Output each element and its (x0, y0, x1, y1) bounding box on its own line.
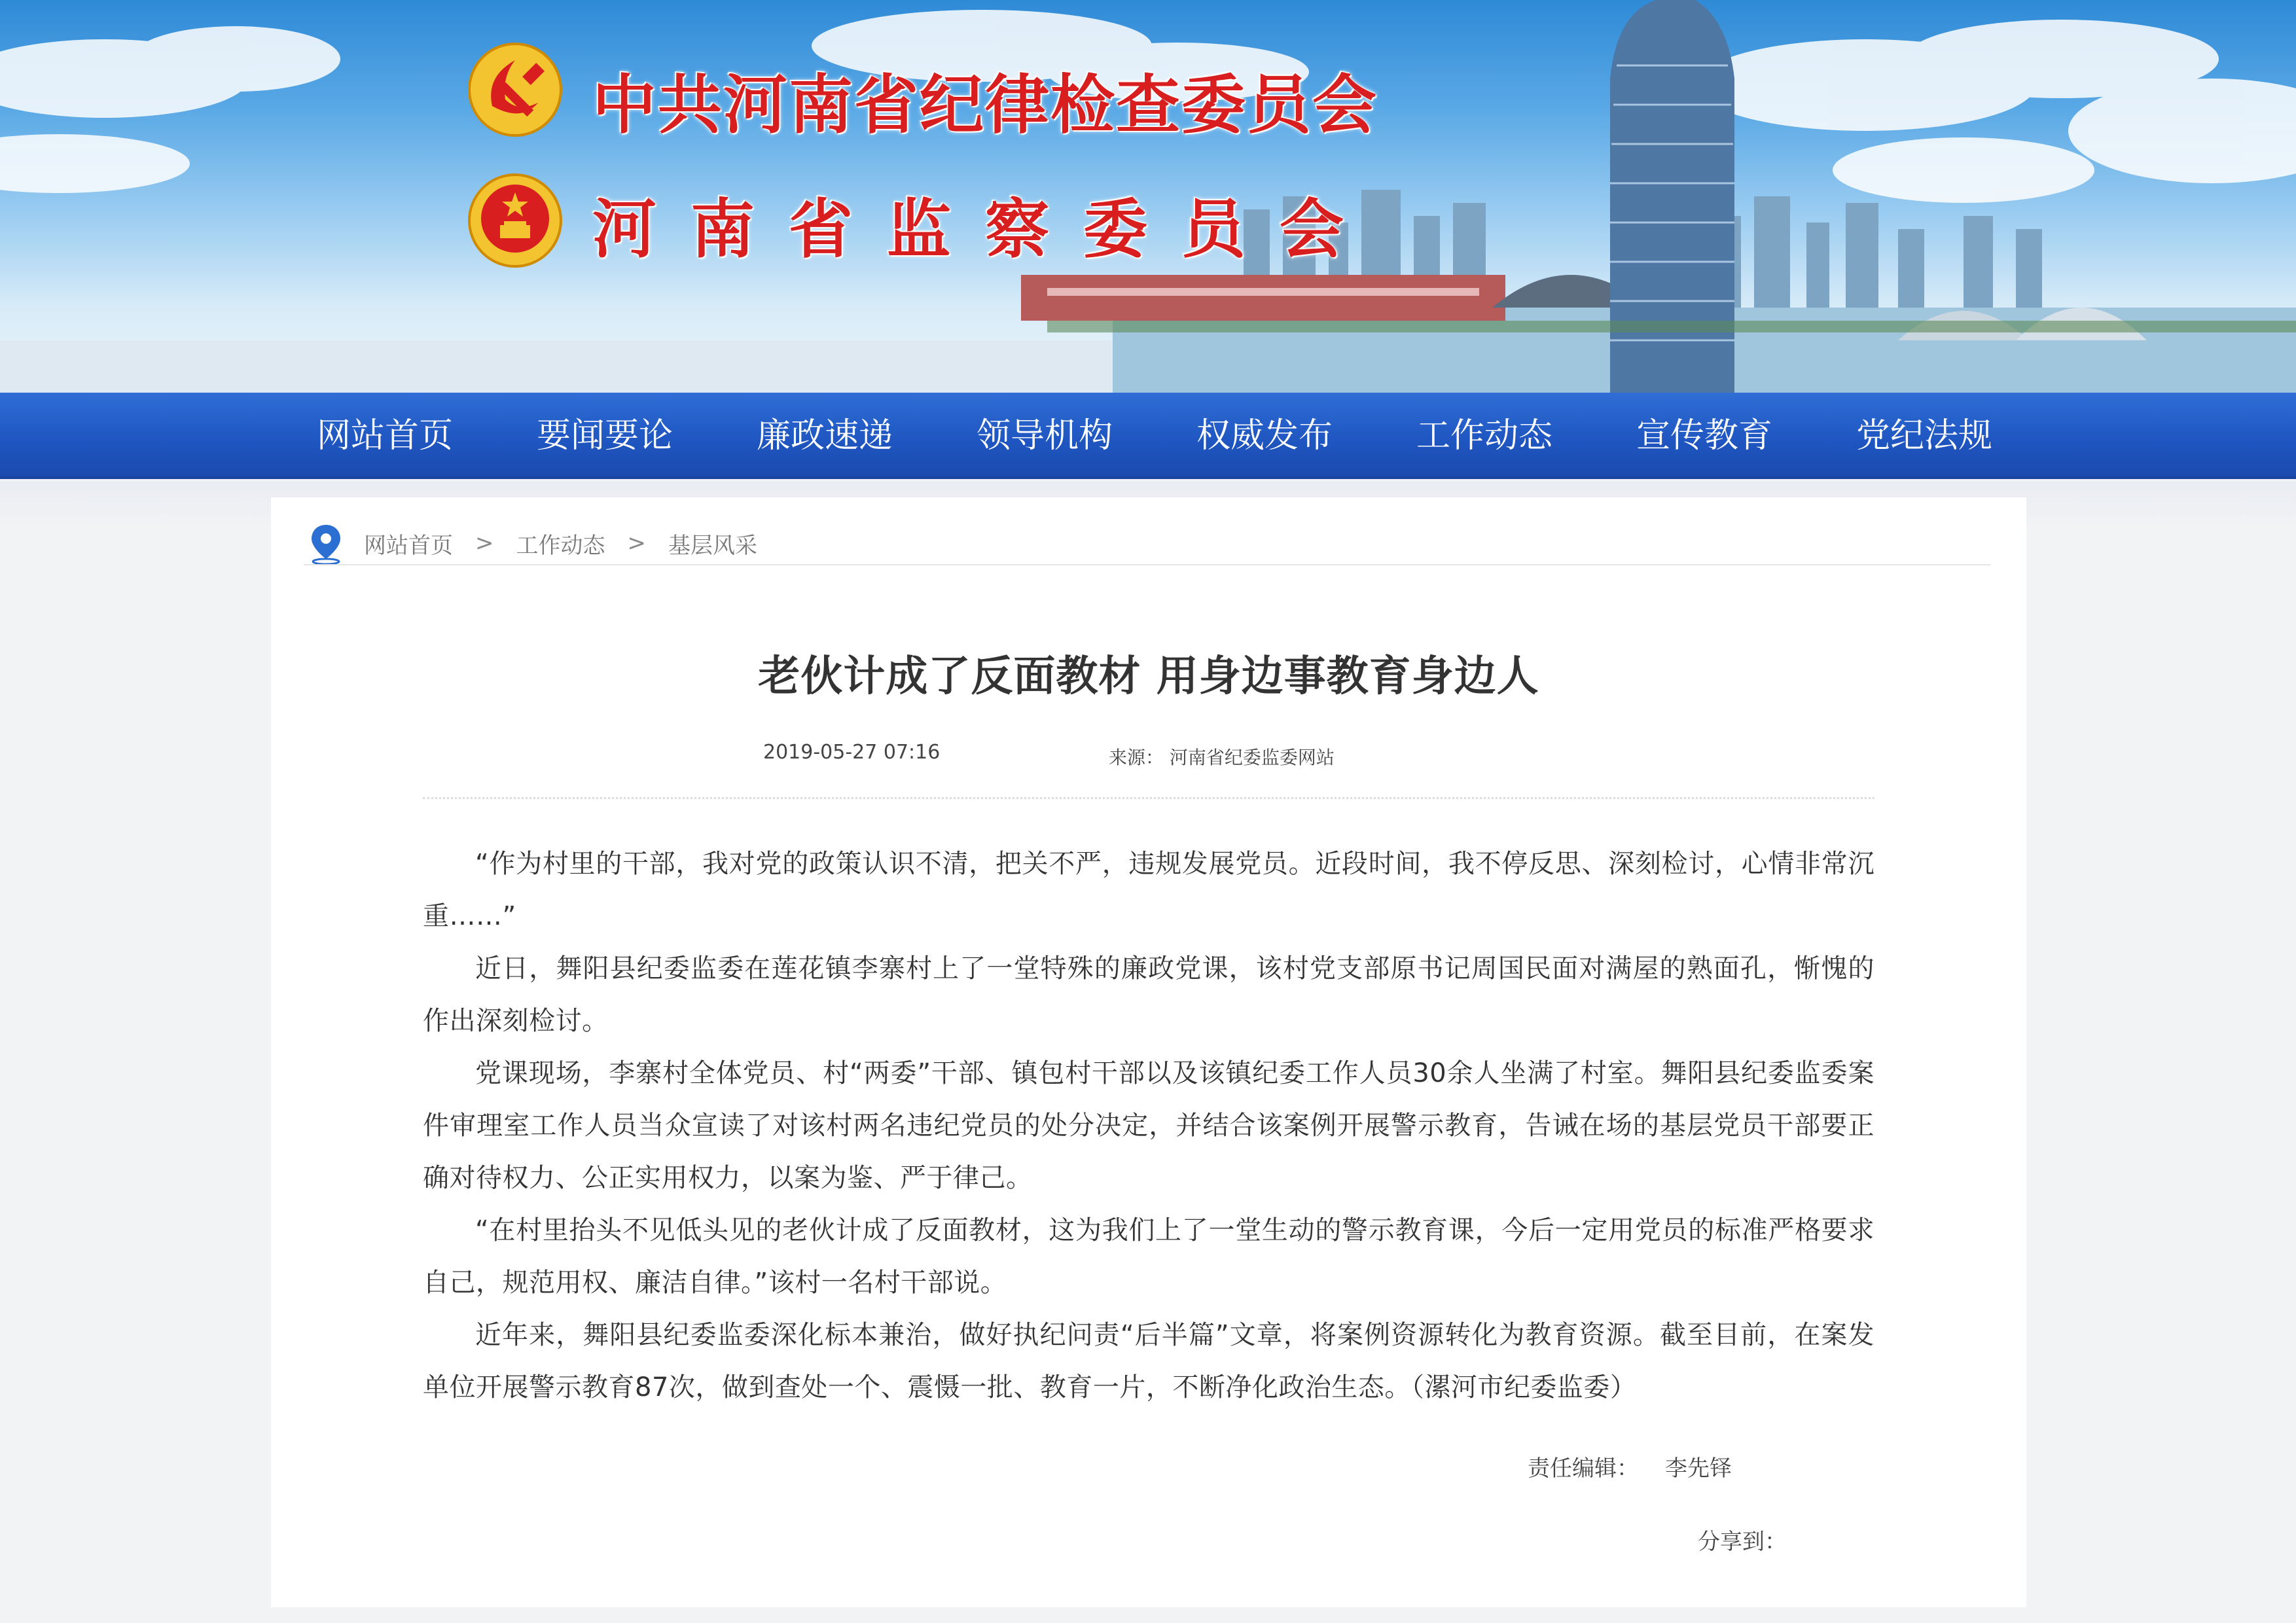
org-title-primary: 中共河南省纪律检查委员会 (592, 68, 1378, 143)
national-emblem-icon (466, 171, 564, 270)
editor-name: 李先铎 (1665, 1455, 1732, 1482)
article-paragraph: 近日，舞阳县纪委监委在莲花镇李寨村上了一堂特殊的廉政党课，该村党支部原书记周国民面对满屋的熟面孔，惭愧的作出深刻检讨。 (423, 954, 1874, 1036)
article-panel (271, 497, 2026, 1607)
breadcrumb-divider (304, 564, 1991, 565)
article-paragraph: “在村里抬头不见低头见的老伙计成了反面教材，这为我们上了一堂生动的警示教育课，今后一定用党员的标准严格要求自己，规范用权、廉洁自律。”该村一名村干部说。 (423, 1215, 1874, 1298)
article-body (423, 838, 1874, 1414)
article-paragraph: “作为村里的干部，我对党的政策认识不清，把关不严，违规发展党员。近段时间，我不停反思、深刻检讨，心情非常沉重……” (423, 849, 1874, 931)
article-datetime: 2019-05-27 07:16 (763, 741, 941, 764)
article-paragraph: 党课现场，李寨村全体党员、村“两委”干部、镇包村干部以及该镇纪委工作人员30余人坐满了村室。舞阳县纪委监委案件审理室工作人员当众宣读了对该村两名违纪党员的处分决定，并结合该案例开展警示教育，告诫在场的基层党员干部要正确对待权力、公正实用权力，以案为鉴、严于律己。 (423, 1058, 1874, 1193)
source-label: 来源： (1109, 747, 1164, 768)
breadcrumb-home[interactable]: 网站首页 (364, 532, 453, 559)
article-paragraph: 近年来，舞阳县纪委监委深化标本兼治，做好执纪问责“后半篇”文章，将案例资源转化为教育资源。截至目前，在案发单位开展警示教育87次，做到查处一个、震慑一批、教育一片，不断净化政治生态。（漯河市纪委监委） (423, 1320, 1874, 1402)
nav-item-leadership[interactable]: 领导机构 (976, 416, 1113, 455)
meta-divider (423, 797, 1874, 799)
org-title-secondary: 河南省监察委员会 (592, 192, 1378, 267)
editor-label: 责任编辑： (1528, 1455, 1639, 1482)
breadcrumb-separator: > (475, 530, 494, 556)
nav-item-regulations[interactable]: 党纪法规 (1856, 416, 1992, 455)
location-pin-icon (308, 522, 344, 564)
article-source (1109, 743, 1335, 770)
nav-item-education[interactable]: 宣传教育 (1636, 416, 1772, 455)
nav-item-integrity-express[interactable]: 廉政速递 (756, 416, 893, 455)
party-emblem-icon (466, 41, 564, 139)
header-banner (0, 0, 2296, 393)
share-label: 分享到： (1698, 1529, 1787, 1555)
breadcrumb (308, 517, 757, 569)
nav-item-releases[interactable]: 权威发布 (1196, 416, 1333, 455)
main-nav (0, 393, 2296, 479)
nav-item-work-updates[interactable]: 工作动态 (1416, 416, 1552, 455)
nav-item-home[interactable]: 网站首页 (316, 416, 453, 455)
nav-item-news[interactable]: 要闻要论 (536, 416, 673, 455)
article-title: 老伙计成了反面教材 用身边事教育身边人 (758, 652, 1539, 701)
breadcrumb-separator: > (627, 530, 646, 556)
breadcrumb-grassroots[interactable]: 基层风采 (668, 532, 757, 559)
responsible-editor (1528, 1450, 1732, 1482)
breadcrumb-work-updates[interactable]: 工作动态 (516, 532, 605, 559)
source-value: 河南省纪委监委网站 (1169, 747, 1335, 768)
